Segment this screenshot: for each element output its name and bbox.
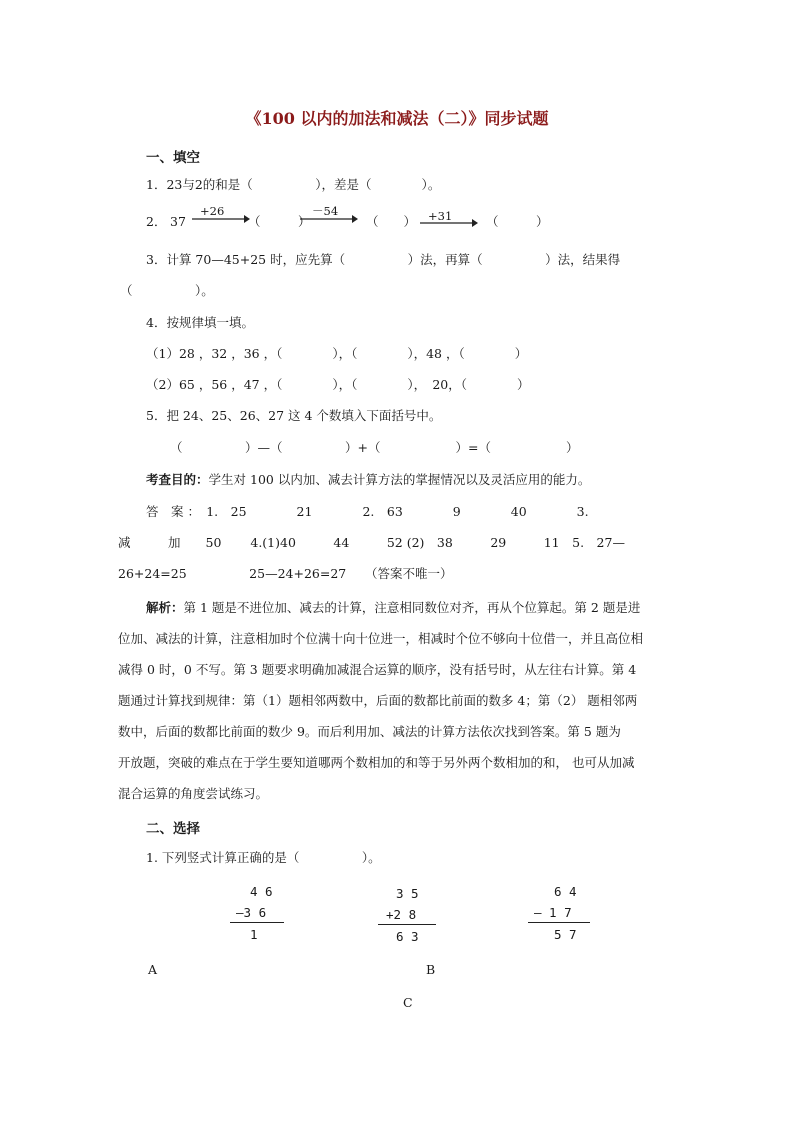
question-2-start-value: 37 — [170, 214, 186, 229]
purpose-text: 学生对 100 以内加、减去计算方法的掌握情况以及灵活应用的能力。 — [208, 472, 591, 487]
analysis-paragraph — [118, 592, 678, 809]
calc-b-rule — [378, 924, 436, 925]
answer-line-2: 减 加 50 4.(1)40 44 52 (2) 38 29 11 5. 27— — [118, 535, 625, 550]
question-3-line-2: （ ）。 — [120, 283, 214, 298]
calc-b-top: 3 5 — [396, 886, 419, 901]
arrow-op-3-label: +31 — [428, 209, 453, 223]
question-4-part-2: （2）65 ，56 ，47 ，（ ），（ ）， 20，（ ） — [146, 377, 530, 392]
arrow-blank-3: （ ） — [486, 214, 549, 229]
calc-c-mid: — 1 7 — [534, 905, 572, 920]
choice-question-1: 1. 下列竖式计算正确的是（ ）。 — [146, 850, 381, 865]
calc-a-top: 4 6 — [250, 884, 273, 899]
question-2-number: 2． — [146, 214, 167, 229]
purpose-label: 考查目的： — [146, 472, 209, 487]
arrow-1-icon — [192, 214, 250, 224]
analysis-label: 解析： — [146, 600, 184, 615]
arrow-op-2-label: －54 — [312, 204, 339, 218]
question-4-part-1: （1）28 ，32 ，36 ，（ ），（ ），48 ，（ ） — [146, 346, 528, 361]
option-b: B — [426, 962, 436, 977]
calc-c-rule — [528, 922, 590, 923]
question-4-heading: 4．按规律填一填。 — [146, 315, 254, 330]
calc-b-bottom: 6 3 — [396, 929, 419, 944]
analysis-line-5: 数中，后面的数都比前面的数少 9。而后利用加、减法的计算方法依次找到答案。第 5 题为 — [118, 724, 621, 739]
option-c: C — [403, 995, 413, 1010]
calc-c-bottom: 5 7 — [554, 927, 577, 942]
answer-line-1: 答 案 ： 1. 25 21 2. 63 9 40 3. — [146, 504, 589, 519]
arrow-2-icon — [300, 214, 358, 224]
question-5-heading: 5．把 24、25、26、27 这 4 个数填入下面括号中。 — [146, 408, 442, 423]
question-5-equation: （ ）—（ ）+（ ）=（ ） — [170, 440, 579, 455]
calc-c-top: 6 4 — [554, 884, 577, 899]
analysis-line-3: 减得 0 时，0 不写。第 3 题要求明确加减混合运算的顺序，没有括号时，从左往右计算。第 4 — [118, 662, 637, 677]
analysis-line-2: 位加、减法的计算，注意相加时个位满十向十位进一，相减时个位不够向十位借一，并且高位相 — [118, 631, 644, 646]
option-a: A — [148, 962, 158, 977]
arrow-blank-2: （ ） — [366, 214, 417, 229]
question-3-line-1: 3．计算 70—45+25 时，应先算（ ）法，再算（ ）法，结果得 — [146, 252, 621, 267]
calc-a-rule — [230, 922, 284, 923]
page-title: 《100 以内的加法和减法（二）》同步试题 — [245, 109, 549, 128]
section-heading-fill-blank: 一、填空 — [146, 150, 200, 166]
analysis-line-4: 题通过计算找到规律：第（1）题相邻两数中，后面的数都比前面的数多 4；第（2） 题相邻两 — [118, 693, 638, 708]
purpose-block — [146, 472, 590, 488]
question-1: 1．23与2的和是（ ），差是（ ）。 — [146, 177, 441, 192]
section-heading-choice: 二、选择 — [146, 821, 200, 837]
analysis-line-7: 混合运算的角度尝试练习。 — [118, 786, 269, 801]
calc-b-mid: +2 8 — [386, 907, 417, 922]
arrow-3-icon — [420, 218, 478, 228]
arrow-blank-1: （ ） — [248, 214, 311, 229]
arrow-op-1-label: +26 — [200, 204, 225, 218]
analysis-line-1: 解析：第 1 题是不进位加、减去的计算，注意相同数位对齐，再从个位算起。第 2 题是进 — [146, 600, 641, 615]
answer-line-3: 26+24=25 25—24+26=27 （答案不唯一） — [118, 566, 453, 581]
calc-a-bottom: 1 — [250, 927, 258, 942]
analysis-line-6: 开放题，突破的难点在于学生要知道哪两个数相加的和等于另外两个数相加的和， 也可从加减 — [118, 755, 635, 770]
calc-a-mid: —3 6 — [236, 905, 267, 920]
